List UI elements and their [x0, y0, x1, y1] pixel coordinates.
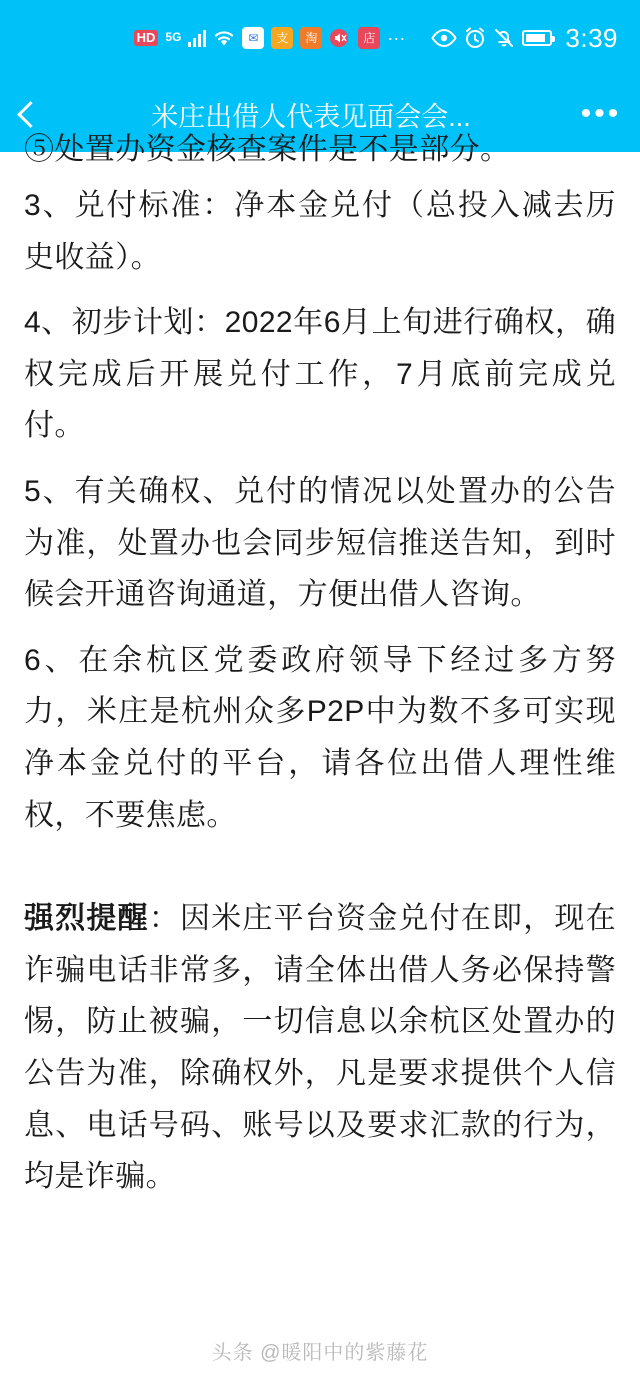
signal-icon [188, 29, 206, 47]
bell-mute-icon [493, 27, 515, 49]
store-icon: 店 [358, 27, 380, 49]
article-paragraph-6: 6、在余杭区党委政府领导下经过多方努力，米庄是杭州众多P2P中为数不多可实现净本金兑付的平台，请各位出借人理性维权，不要焦虑。 [24, 643, 616, 832]
watermark: 头条 @暖阳中的紫藤花 [211, 1342, 429, 1364]
status-clock: 3:39 [565, 22, 618, 53]
eye-icon [431, 29, 457, 47]
battery-icon [522, 30, 552, 46]
article-paragraph-3: 3、兑付标准：净本金兑付（总投入减去历史收益）。 [24, 189, 616, 274]
mail-icon: ✉ [242, 27, 264, 49]
volume-mute-icon [329, 28, 351, 48]
warning-text: ：因米庄平台资金兑付在即，现在诈骗电话非常多，请全体出借人务必保持警惕，防止被骗，一切信息以余杭区处置办的公告为准，除确权外，凡是要求提供个人信息、电话号码、账号以及要求汇款的行为，均是诈骗。 [24, 902, 617, 1194]
article-paragraph-4: 4、初步计划：2022年6月上旬进行确权，确权完成后开展兑付工作，7月底前完成兑付。 [24, 306, 616, 443]
status-bar [0, 0, 640, 76]
5g-badge: 5G [165, 30, 182, 45]
back-button[interactable] [0, 105, 60, 124]
more-options-button[interactable]: ••• [580, 97, 622, 130]
wifi-icon [213, 29, 235, 47]
alipay-icon: 支 [271, 27, 293, 49]
page-title: 米庄出借人代表见面会会... [151, 101, 471, 132]
clipped-previous-line: ⑤处置办资金核查案件是不是部分。 [24, 133, 511, 166]
alarm-icon [464, 27, 486, 49]
hd-badge: HD [134, 30, 159, 46]
status-icon-group [134, 23, 618, 54]
article-warning-paragraph [24, 893, 616, 1203]
article-body [0, 133, 640, 1203]
article-paragraph-5: 5、有关确权、兑付的情况以处置办的公告为准，处置办也会同步短信推送告知，到时候会开通咨询通道，方便出借人咨询。 [24, 474, 616, 612]
warning-prefix: 强烈提醒 [24, 902, 149, 936]
more-icon: ··· [387, 28, 406, 48]
taobao-icon: 淘 [300, 27, 322, 49]
